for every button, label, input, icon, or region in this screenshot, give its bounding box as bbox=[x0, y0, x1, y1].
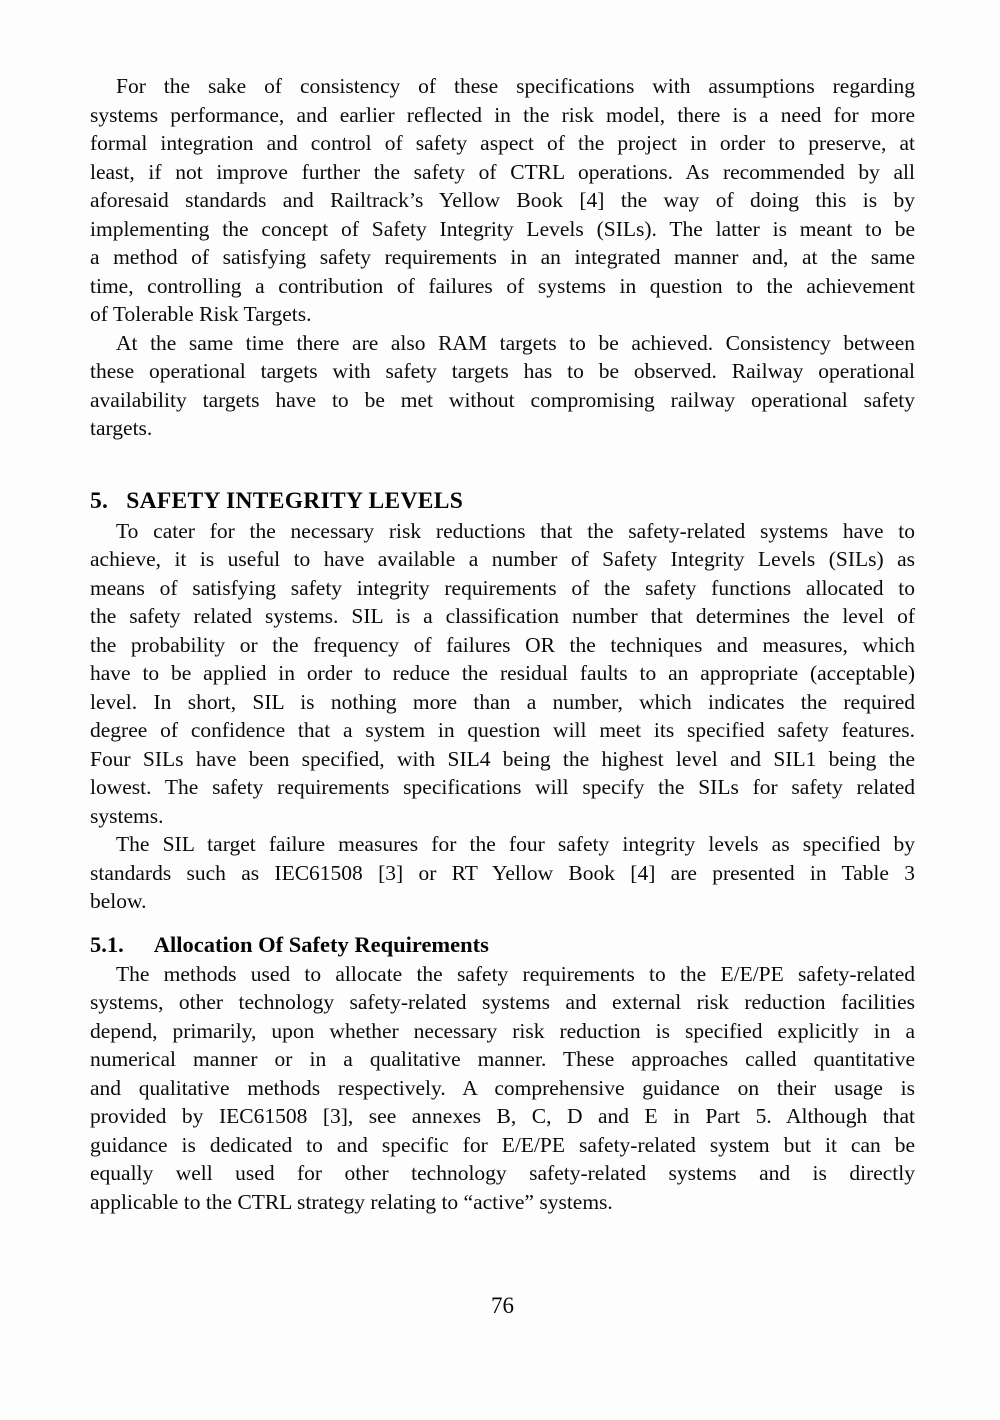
text-line: time, controlling a contribution of failures of systems in question to the achievement bbox=[90, 273, 915, 298]
page-number: 76 bbox=[491, 1293, 514, 1318]
text-line: least, if not improve further the safety of CTRL operations. As recommended by all bbox=[90, 159, 915, 184]
text-line: targets. bbox=[90, 416, 153, 440]
text-line: formal integration and control of safety aspect of the project in order to preserve, at bbox=[90, 131, 915, 155]
text-line: means of satisfying safety integrity requirements of the safety functions allocated to bbox=[90, 575, 915, 600]
section-number: 5.1. bbox=[90, 931, 124, 957]
text-line: lowest. The safety requirements specifications will specify the SILs for safety related bbox=[90, 775, 915, 799]
text-line: availability targets have to be met without compromising railway operational safety bbox=[90, 387, 915, 412]
section-title: SAFETY INTEGRITY LEVELS bbox=[126, 487, 464, 514]
text-line: systems. bbox=[90, 803, 164, 828]
text-line: At the same time there are also RAM targets to be achieved. Consistency between bbox=[116, 330, 915, 355]
text-line: The methods used to allocate the safety requirements to the E/E/PE safety-related bbox=[116, 961, 915, 986]
section-heading bbox=[90, 930, 915, 960]
paragraph bbox=[90, 830, 915, 916]
text-line: these operational targets with safety targets has to be observed. Railway operational bbox=[90, 359, 915, 383]
text-line: standards such as IEC61508 [3] or RT Yellow Book [4] are presented in Table 3 bbox=[90, 860, 915, 885]
document-body bbox=[90, 72, 915, 1216]
section-number: 5. bbox=[90, 487, 109, 514]
text-line: aforesaid standards and Railtrack’s Yellow Book [4] the way of doing this is by bbox=[90, 188, 915, 212]
text-line: provided by IEC61508 [3], see annexes B, C, D and E in Part 5. Although that bbox=[90, 1104, 915, 1128]
text-line: implementing the concept of Safety Integrity Levels (SILs). The latter is meant to be bbox=[90, 216, 915, 241]
text-line: equally well used for other technology safety-related systems and is directly bbox=[90, 1161, 915, 1185]
text-line: systems performance, and earlier reflected in the risk model, there is a need for more bbox=[90, 102, 915, 127]
text-line: systems, other technology safety-related systems and external risk reduction facilities bbox=[90, 990, 915, 1014]
text-line: depend, primarily, upon whether necessary risk reduction is specified explicitly in a bbox=[90, 1018, 915, 1043]
paragraph bbox=[90, 329, 915, 443]
section-heading bbox=[90, 485, 915, 517]
text-line: the safety related systems. SIL is a classification number that determines the level of bbox=[90, 604, 915, 628]
text-line: Four SILs have been specified, with SIL4 being the highest level and SIL1 being the bbox=[90, 746, 915, 771]
text-line: applicable to the CTRL strategy relating to “active” systems. bbox=[90, 1189, 613, 1214]
paragraph bbox=[90, 517, 915, 831]
text-line: For the sake of consistency of these specifications with assumptions regarding bbox=[116, 74, 915, 98]
text-line: a method of satisfying safety requirements in an integrated manner and, at the same bbox=[90, 245, 915, 269]
text-line: numerical manner or in a qualitative manner. These approaches called quantitative bbox=[90, 1047, 915, 1071]
text-line: guidance is dedicated to and specific for E/E/PE safety-related system but it can be bbox=[90, 1132, 915, 1157]
text-line: To cater for the necessary risk reductions that the safety-related systems have to bbox=[116, 518, 915, 543]
text-line: below. bbox=[90, 889, 147, 913]
text-line: The SIL target failure measures for the four safety integrity levels as specified by bbox=[116, 832, 915, 856]
text-line: of Tolerable Risk Targets. bbox=[90, 302, 312, 326]
text-line: have to be applied in order to reduce the residual faults to an appropriate (acceptable) bbox=[90, 661, 915, 685]
text-line: level. In short, SIL is nothing more than a number, which indicates the required bbox=[90, 689, 915, 714]
text-line: achieve, it is useful to have available a number of Safety Integrity Levels (SILs) as bbox=[90, 547, 915, 571]
text-line: and qualitative methods respectively. A comprehensive guidance on their usage is bbox=[90, 1075, 915, 1100]
section-title: Allocation Of Safety Requirements bbox=[153, 931, 489, 957]
text-line: the probability or the frequency of failures OR the techniques and measures, which bbox=[90, 632, 915, 657]
paragraph bbox=[90, 960, 915, 1217]
paragraph bbox=[90, 72, 915, 329]
text-line: degree of confidence that a system in question will meet its specified safety features. bbox=[90, 718, 915, 742]
